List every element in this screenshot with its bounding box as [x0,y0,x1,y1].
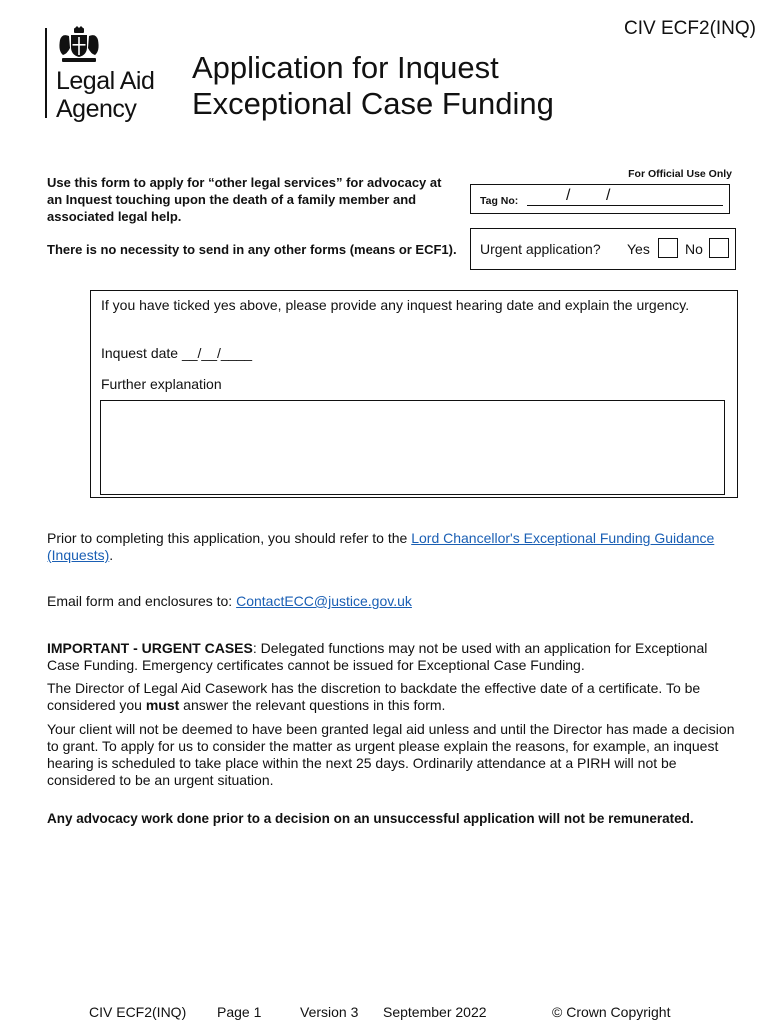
guidance-link[interactable]: Lord Chancellor's Exceptional Funding Guidance (Inquests) [47,530,715,563]
email-prefix: Email form and enclosures to: [47,593,237,609]
guidance-paragraph [47,530,737,564]
logo-divider [45,28,47,118]
agency-logo-text [56,67,154,123]
logo-line-2: Agency [56,95,137,123]
title-line-2: Exceptional Case Funding [192,86,554,121]
urgent-question: Urgent application? [480,241,601,257]
backdate-text-2: answer the relevant questions in this form. [179,697,446,713]
intro-note: There is no necessity to send in any other forms (means or ECF1). [47,242,457,257]
email-paragraph [47,593,737,610]
important-heading: IMPORTANT - URGENT CASES [47,640,253,656]
backdate-text-1: The Director of Legal Aid Casework has the discretion to backdate the effective date of a certificate. To be considered you [47,680,701,713]
tag-number-field[interactable] [527,205,723,206]
official-use-label: For Official Use Only [628,168,732,180]
important-paragraph [47,640,737,674]
tag-slash-2: / [606,187,611,204]
backdate-must: must [145,697,180,713]
no-label: No [685,241,703,257]
urgency-instruction: If you have ticked yes above, please provide any inquest hearing date and explain the urgency. [101,297,690,313]
page-title [192,50,554,122]
footer-page: Page 1 [217,1004,262,1020]
further-explanation-label: Further explanation [101,376,222,392]
no-checkbox[interactable] [709,238,729,258]
tag-number-box [470,184,730,214]
footer-version: Version 3 [300,1004,359,1020]
yes-checkbox[interactable] [658,238,678,258]
footer-date: September 2022 [383,1004,487,1020]
guidance-prefix: Prior to completing this application, you should refer to the [47,530,412,546]
urgency-details-box [90,290,738,498]
intro-text: Use this form to apply for “other legal services” for advocacy at an Inquest touching upon the death of a family member and associated legal help. [47,175,442,224]
footer-form-code: CIV ECF2(INQ) [89,1004,187,1020]
tag-slash-1: / [566,187,571,204]
yes-label: Yes [627,241,650,257]
tag-label: Tag No: [480,195,519,207]
royal-crest-icon [54,26,104,64]
inquest-date-field[interactable]: Inquest date __/__/____ [101,345,253,361]
important-text: : Delegated functions may not be used with an application for Exceptional Case Funding. Emergency certificates cannot be issued for Exceptional Case Funding. [47,640,708,673]
form-code: CIV ECF2(INQ) [624,18,756,39]
guidance-suffix: . [109,547,114,563]
client-paragraph: Your client will not be deemed to have been granted legal aid unless and until the Director has made a decision to grant. To apply for us to consider the matter as urgent please explain the reasons, for example, an inquest hearing is scheduled to take place within the next 25 days. Ordinarily attendance at a PIRH will not be considered to be an urgent situation. [47,721,735,788]
logo-line-1: Legal Aid [56,67,155,95]
urgent-application-box [470,228,736,270]
advocacy-warning: Any advocacy work done prior to a decision on an unsuccessful application will not be remunerated. [47,811,694,826]
further-explanation-textarea[interactable] [100,400,725,495]
backdate-paragraph [47,680,737,714]
email-link[interactable]: ContactECC@justice.gov.uk [236,593,412,609]
footer-copyright: © Crown Copyright [552,1004,671,1020]
title-line-1: Application for Inquest [192,50,499,85]
